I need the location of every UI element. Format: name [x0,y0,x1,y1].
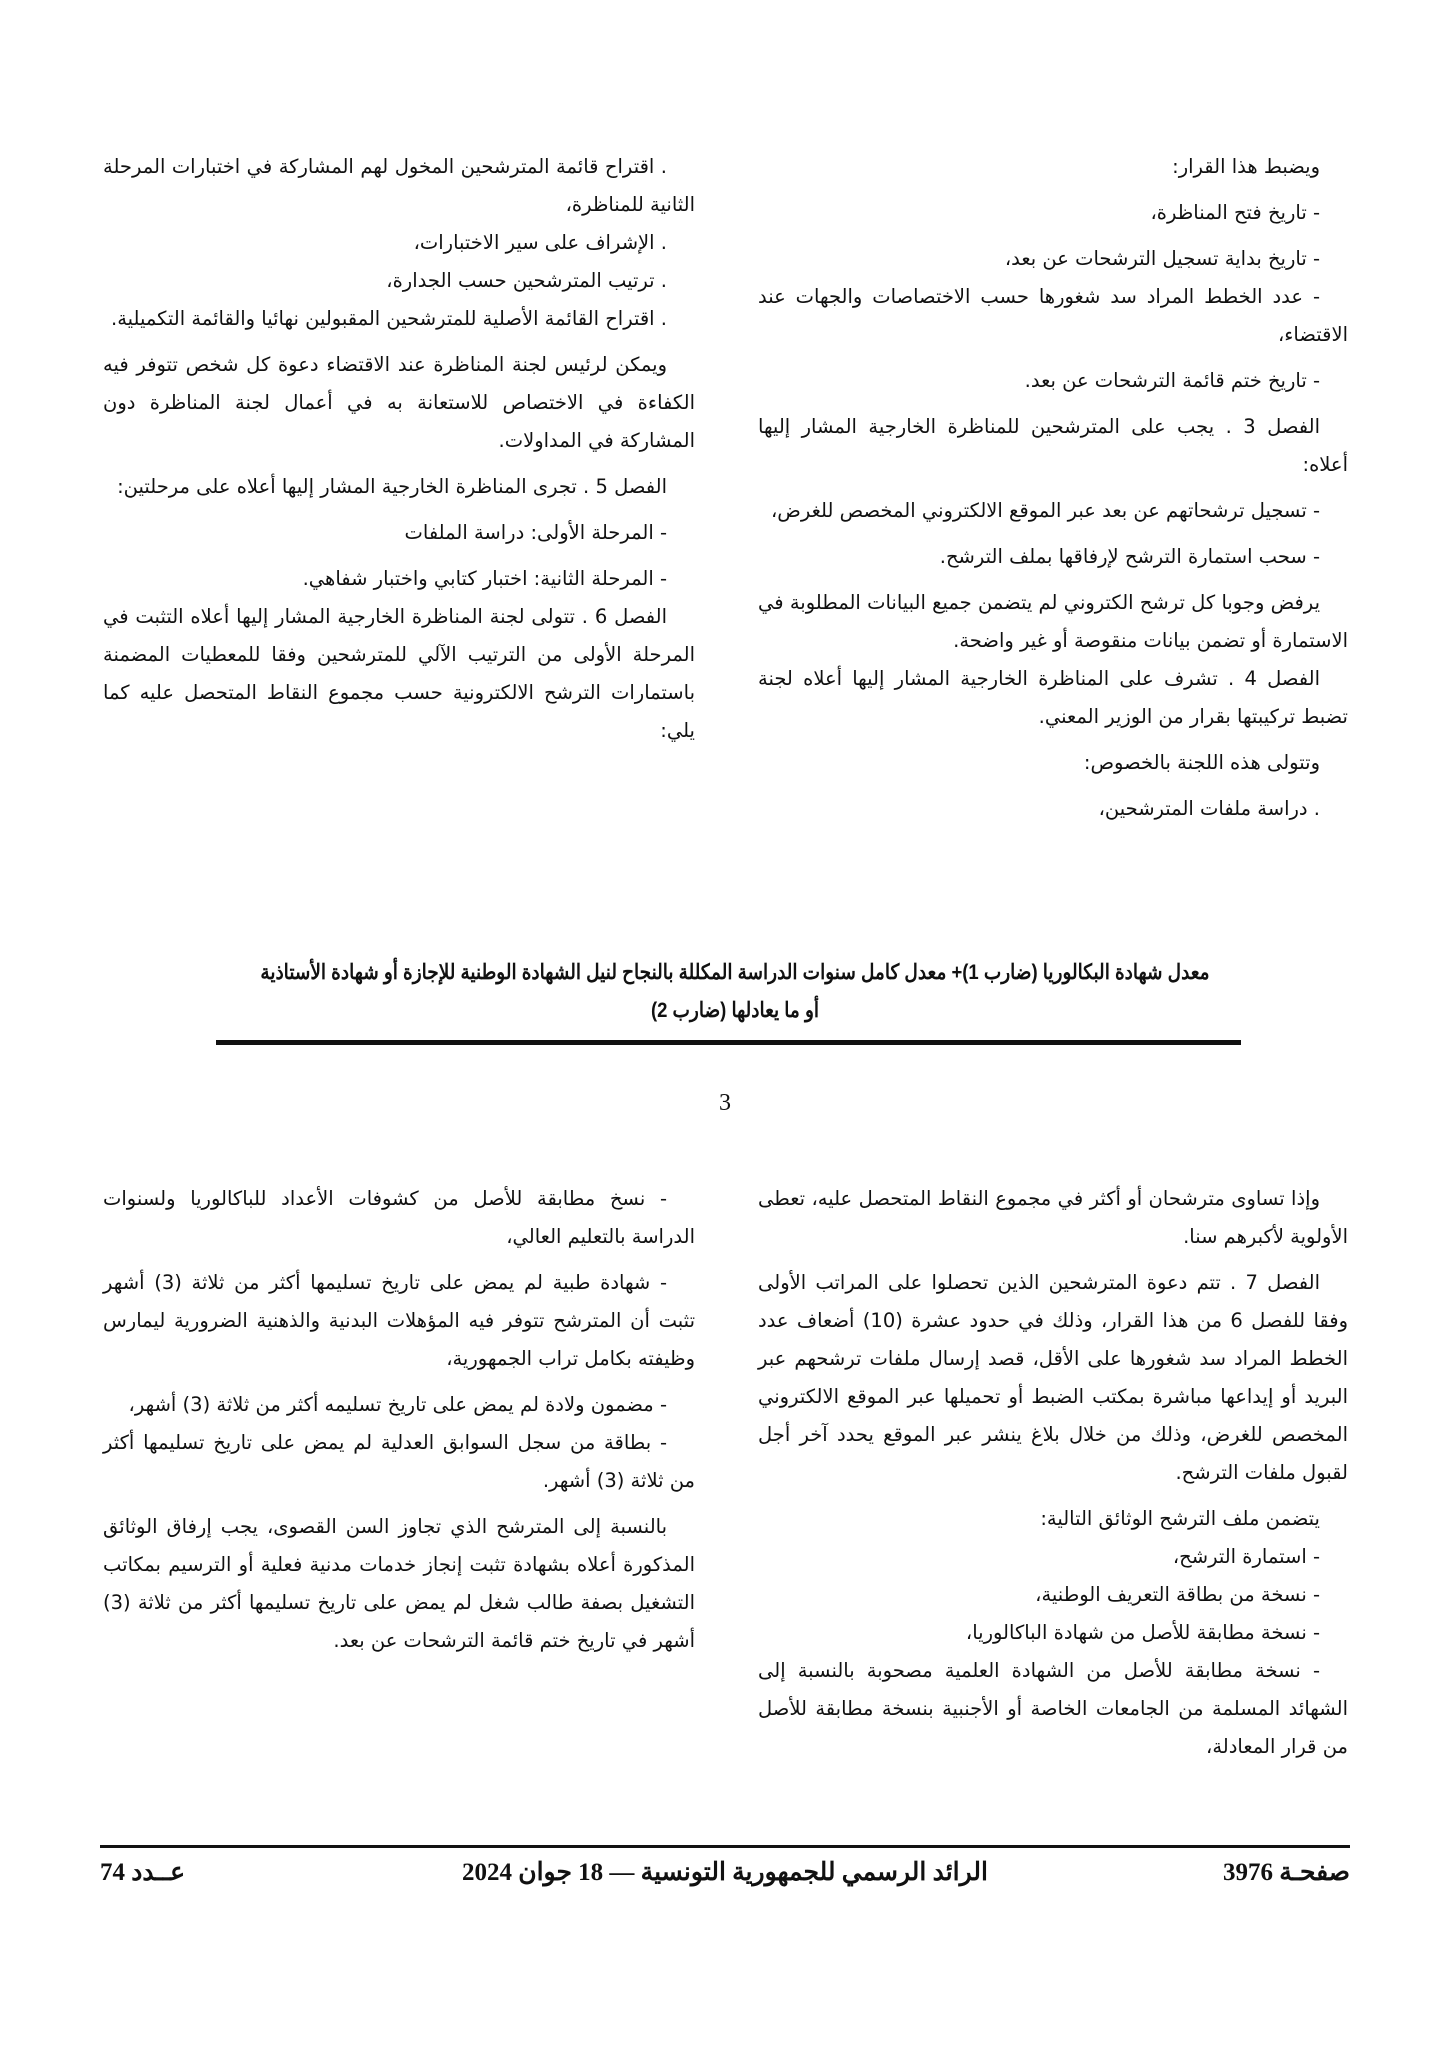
list-item: - تسجيل ترشحاتهم عن بعد عبر الموقع الالكتروني المخصص للغرض، [770,499,1320,522]
sheet-number: 3 [719,1090,731,1116]
journal-title-date: الرائد الرسمي للجمهورية التونسية — 18 جوان 2024 [461,1859,988,1886]
list-item: - بطاقة من سجل السوابق العدلية لم يمض على تاريخ تسليمها أكثر من ثلاثة (3) أشهر. [103,1431,695,1492]
right-column-bottom [758,1180,1348,1766]
age-limit-paragraph: بالنسبة إلى المترشح الذي تجاوز السن القصوى، يجب إرفاق الوثائق المذكورة أعلاه بشهادة تثبت إنجاز خدمات مدنية فعلية أو الترسيم بمكاتب التشغيل بصفة طالب شغل لم يمض على تاريخ تسليمها أكثر من ثلاثة (3) أشهر في تاريخ ختم قائمة الترشحات عن بعد. [103,1515,695,1652]
left-column-top [103,148,695,750]
list-item: . الإشراف على سير الاختبارات، [413,231,667,254]
page-footer [100,1856,1350,1890]
list-item: - تاريخ فتح المناظرة، [1150,201,1320,224]
footer-divider [100,1845,1350,1848]
list-item: . اقتراح قائمة المترشحين المخول لهم المشاركة في اختبارات المرحلة الثانية للمناظرة، [103,155,695,216]
list-item: - استمارة الترشح، [1172,1545,1320,1568]
list-item: - نسخة من بطاقة التعريف الوطنية، [1035,1583,1320,1606]
list-item: . دراسة ملفات المترشحين، [1098,797,1320,820]
list-item: - شهادة طبية لم يمض على تاريخ تسليمها أكثر من ثلاثة (3) أشهر تثبت أن المترشح تتوفر فيه المؤهلات البدنية والذهنية الضرورية ليمارس وظيفته بكامل تراب الجمهورية، [103,1271,695,1370]
list-item: - نسخ مطابقة للأصل من كشوفات الأعداد للباكالوريا ولسنوات الدراسة بالتعليم العالي، [103,1187,695,1248]
list-item: - المرحلة الأولى: دراسة الملفات [404,521,667,544]
list-item: - تاريخ ختم قائمة الترشحات عن بعد. [1024,369,1320,392]
article-3: الفصل 3 . يجب على المترشحين للمناظرة الخارجية المشار إليها أعلاه: [758,415,1348,476]
list-item: - تاريخ بداية تسجيل الترشحات عن بعد، [1004,247,1320,270]
president-paragraph: ويمكن لرئيس لجنة المناظرة عند الاقتضاء دعوة كل شخص تتوفر فيه الكفاءة في الاختصاص للاستعانة به في أعمال لجنة المناظرة دون المشاركة في المداولات. [103,353,695,452]
list-item: - سحب استمارة الترشح لإرفاقها بملف الترشح. [939,545,1320,568]
formula-line-1: معدل شهادة البكالوريا (ضارب 1)+ معدل كامل سنوات الدراسة المكللة بالنجاح لنيل الشهادة الوطنية للإجازة أو شهادة الأستاذية [260,961,1210,984]
committee-intro: وتتولى هذه اللجنة بالخصوص: [1083,751,1320,774]
article-5: الفصل 5 . تجرى المناظرة الخارجية المشار إليها أعلاه على مرحلتين: [117,475,667,498]
rejection-paragraph: يرفض وجوبا كل ترشح الكتروني لم يتضمن جميع البيانات المطلوبة في الاستمارة أو تضمن بيانات منقوصة أو غير واضحة. [758,591,1348,652]
list-item: . اقتراح القائمة الأصلية للمترشحين المقبولين نهائيا والقائمة التكميلية. [111,307,667,330]
issue-number: عــدد 74 [100,1859,186,1886]
right-column-top [758,148,1348,828]
article-7: الفصل 7 . تتم دعوة المترشحين الذين تحصلوا على المراتب الأولى وفقا للفصل 6 من هذا القرار، وذلك في حدود عشرة (10) أضعاف عدد الخطط المراد سد شغورها على الأقل، قصد إرسال ملفات ترشحهم عبر البريد أو إيداعها مباشرة بمكتب الضبط أو تحميلها عبر الموقع الالكتروني المخصص للغرض، وذلك من خلال بلاغ ينشر عبر الموقع يحدد آخر أجل لقبول ملفات الترشح. [758,1271,1349,1484]
formula-line-2: أو ما يعادلها (ضارب 2) [650,999,820,1022]
list-item: - نسخة مطابقة للأصل من شهادة الباكالوريا، [965,1621,1320,1644]
article-4: الفصل 4 . تشرف على المناظرة الخارجية المشار إليها أعلاه لجنة تضبط تركيبتها بقرار من الوزير المعني. [758,667,1348,728]
scoring-formula [203,954,1268,1030]
list-item: - عدد الخطط المراد سد شغورها حسب الاختصاصات والجهات عند الاقتضاء، [758,285,1348,346]
list-item: - نسخة مطابقة للأصل من الشهادة العلمية مصحوبة بالنسبة إلى الشهائد المسلمة من الجامعات الخاصة أو الأجنبية بنسخة مطابقة للأصل من قرار المعادلة، [758,1659,1348,1758]
formula-divider [216,1040,1241,1045]
article-6: الفصل 6 . تتولى لجنة المناظرة الخارجية المشار إليها أعلاه التثبت في المرحلة الأولى من الترتيب الآلي للمترشحين وفقا للمعطيات المضمنة باستمارات الترشح الالكترونية حسب مجموع النقاط المتحصل عليه كما يلي: [103,605,695,742]
list-item: - مضمون ولادة لم يمض على تاريخ تسليمه أكثر من ثلاثة (3) أشهر، [128,1393,667,1416]
tie-break-paragraph: وإذا تساوى مترشحان أو أكثر في مجموع النقاط المتحصل عليه، تعطى الأولوية لأكبرهم سنا. [758,1187,1348,1248]
page-number: صفحـة 3976 [1223,1859,1350,1886]
list-item: . ترتيب المترشحين حسب الجدارة، [386,269,667,292]
left-column-bottom [103,1180,695,1660]
documents-intro: يتضمن ملف الترشح الوثائق التالية: [1040,1507,1320,1530]
list-item: - المرحلة الثانية: اختبار كتابي واختبار شفاهي. [302,567,667,590]
decree-intro: ويضبط هذا القرار: [1172,155,1320,178]
